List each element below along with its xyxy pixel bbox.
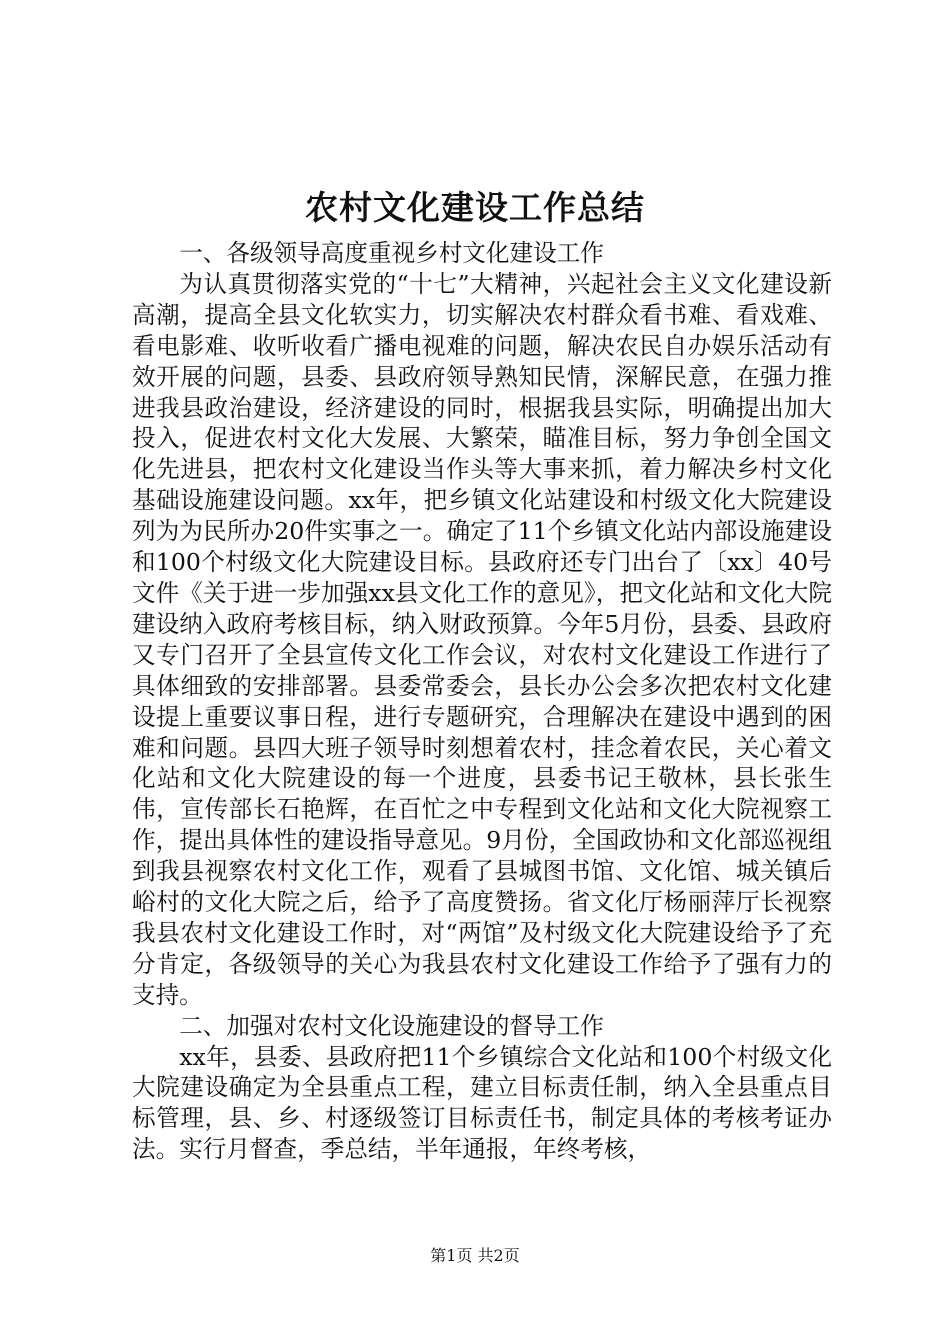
document-body — [132, 238, 832, 1165]
section-heading-1: 一、各级领导高度重视乡村文化建设工作 — [179, 239, 604, 267]
document-title: 农村文化建设工作总结 — [305, 188, 645, 227]
page-footer: 第1页 共2页 — [430, 1246, 520, 1265]
section-paragraph-1: 为认真贯彻落实党的“十七”大精神，兴起社会主义文化建设新高潮，提高全县文化软实力，切实解决农村群众看书难、看戏难、看电影难、收听收看广播电视难的问题，解决农民自办娱乐活动有效开展的问题，县委、县政府领导熟知民情，深解民意，在强力推进我县政治建设，经济建设的同时，根据我县实际，明确提出加大投入，促进农村文化大发展、大繁荣，瞄准目标，努力争创全国文化先进县，把农村文化建设当作头等大事来抓，着力解决乡村文化基础设施建设问题。xx年，把乡镇文化站建设和村级文化大院建设列为为民所办20件实事之一。确定了11个乡镇文化站内部设施建设和100个村级文化大院建设目标。县政府还专门出台了〔xx〕40号文件《关于进一步加强xx县文化工作的意见》，把文化站和文化大院建设纳入政府考核目标，纳入财政预算。今年5月份，县委、县政府又专门召开了全县宣传文化工作会议，对农村文化建设工作进行了具体细致的安排部署。县委常委会，县长办公会多次把农村文化建设提上重要议事日程，进行专题研究，合理解决在建设中遇到的困难和问题。县四大班子领导时刻想着农村，挂念着农民，关心着文化站和文化大院建设的每一个进度，县委书记王敬林，县长张生伟，宣传部长石艳辉，在百忙之中专程到文化站和文化大院视察工作，提出具体性的建设指导意见。9月份，全国政协和文化部巡视组到我县视察农村文化工作，观看了县城图书馆、文化馆、城关镇后峪村的文化大院之后，给予了高度赞扬。省文化厅杨丽萍厅长视察我县农村文化建设工作时，对“两馆”及村级文化大院建设给予了充分肯定，各级领导的关心为我县农村文化建设工作给予了强有力的支持。 — [132, 269, 832, 1009]
section-heading-2: 二、加强对农村文化设施建设的督导工作 — [179, 1011, 604, 1040]
section-paragraph-2: xx年，县委、县政府把11个乡镇综合文化站和100个村级文化大院建设确定为全县重点工程，建立目标责任制，纳入全县重点目标管理，县、乡、村逐级签订目标责任书，制定具体的考核考证办法。实行月督查，季总结，半年通报，年终考核， — [132, 1042, 832, 1164]
